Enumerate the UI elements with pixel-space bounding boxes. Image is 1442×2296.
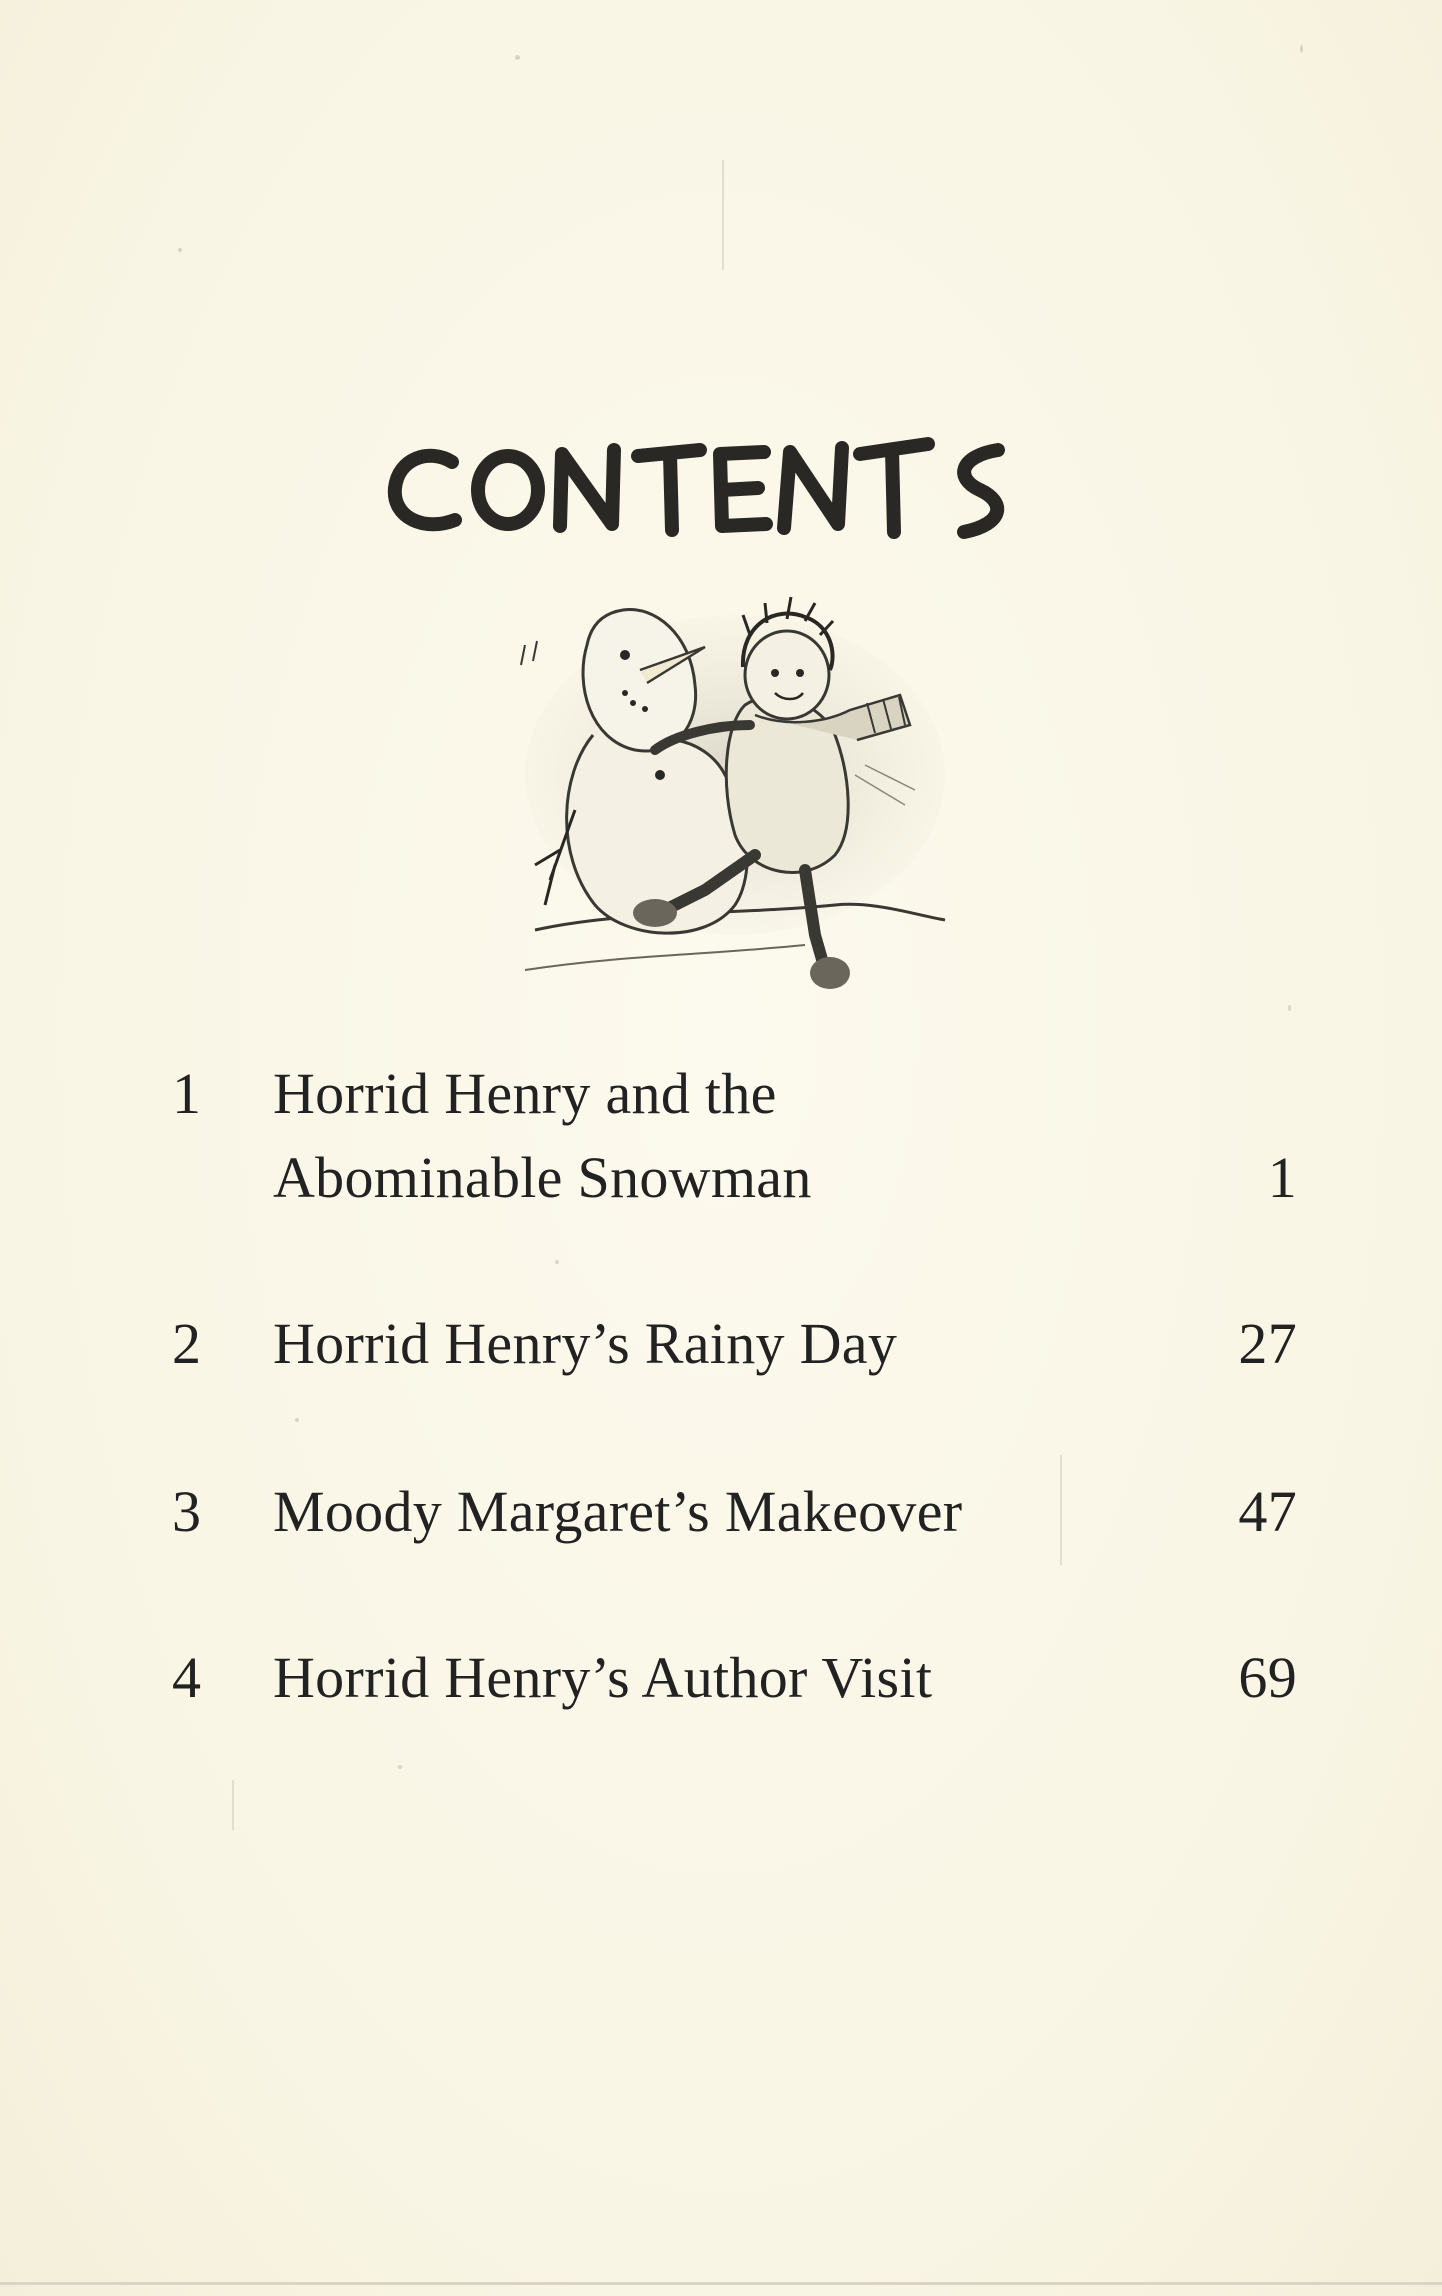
entry-number: 3 — [172, 1479, 202, 1544]
entry-title: Horrid Henry and the — [273, 1061, 777, 1126]
page-edge — [0, 2282, 1442, 2285]
entry-page-number: 27 — [1238, 1311, 1297, 1376]
entry-title-continued: Abominable Snowman — [273, 1145, 812, 1210]
entry-page-number: 69 — [1238, 1645, 1297, 1710]
entry-title: Horrid Henry’s Rainy Day — [273, 1311, 898, 1376]
entry-number: 4 — [172, 1645, 202, 1710]
entry-page-number: 1 — [1267, 1145, 1297, 1210]
entry-title: Horrid Henry’s Author Visit — [273, 1645, 933, 1710]
entry-page-number: 47 — [1238, 1479, 1297, 1544]
entry-number: 2 — [172, 1311, 202, 1376]
entry-title: Moody Margaret’s Makeover — [273, 1479, 963, 1544]
entry-number: 1 — [172, 1061, 202, 1126]
